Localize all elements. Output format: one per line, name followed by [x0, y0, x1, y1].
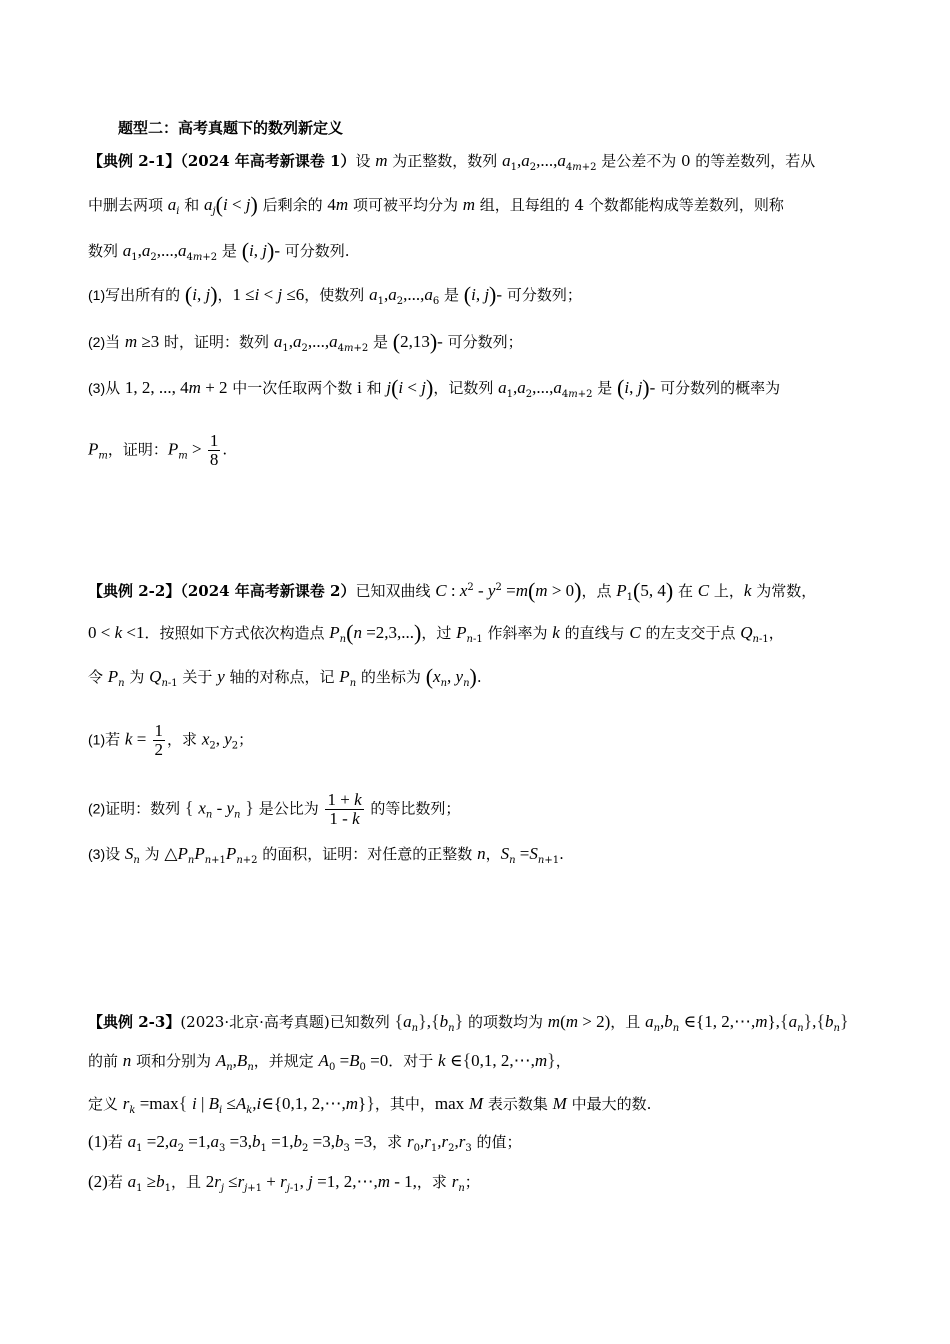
- example-2-1-q3-cont: $P_m$，证明：$P_m$ > $\frac{1}{8}$ .: [88, 431, 228, 469]
- example-label: 【典例 2-3】: [88, 1013, 181, 1031]
- example-2-2-line-3: 令 $P_n$ 为 $Q_{n-1}$ 关于 y 轴的对称点，记 $P_n$ 的坐标为 ($x_n$, $y_n$).: [88, 664, 482, 689]
- example-2-3-line-2: 的前 n 项和分别为 $A_n,B_n$，并规定 $A_0 =B_0 =0$．对于 k ∈{0,1, 2,⋯,m}，: [88, 1050, 571, 1073]
- example-2-1-line-1: 【典例 2-1】（2024 年高考新课卷 1）设 m 为正整数，数列 $a_1,a_2,...,a_{4m+2}$ 是公差不为 0 的等差数列，若从: [88, 151, 816, 173]
- example-2-2-q2: (2)证明：数列 { $x_n - y_n$ } 是公比为 $\frac{1 + k}{1 - k}$ 的等比数列；: [88, 790, 461, 828]
- example-2-2-line-2: 0 < k <1．按照如下方式依次构造点 $P_n(n =2,3,...)$，过 $P_{n-1}$ 作斜率为 k 的直线与 C 的左支交于点 $Q_{n-1}$，: [88, 620, 784, 645]
- example-2-1-line-2: 中删去两项 $a_i$ 和 $a_j(i < j)$ 后剩余的 4m 项可被平均分为 m 组，且每组的 4 个数都能构成等差数列，则称: [88, 192, 784, 217]
- example-2-3-line-3: 定义 $r_k =\max${ i | $B_i$ $\le A_k,i\in\{0,1$, 2,⋯,m}}，其中，max M 表示数集 M 中最大的数.: [88, 1093, 652, 1116]
- example-2-1-q1: (1)写出所有的 (i, j)，1 ≤i < j ≤6，使数列 $a_1,a_2,...,a_6$ 是 (i, j)- 可分数列；: [88, 282, 582, 307]
- fraction-one-half: $\frac{1}{2}$: [154, 721, 164, 759]
- example-source: (2023·北京·高考真题): [180, 1013, 330, 1031]
- example-label: 【典例 2-2】: [88, 582, 181, 600]
- example-source: （2024 年高考新课卷 2）: [180, 582, 356, 600]
- example-2-3-line-1: 【典例 2-3】(2023·北京·高考真题)已知数列 $\{a_n\},\{b_n\}$ 的项数均为 m(m > 2)，且 $a_n,b_n$ ∈{1, $2,\cdots,m\},\{a_n\},\{b_n\}$: [88, 1011, 849, 1034]
- example-label: 【典例 2-1】: [88, 152, 181, 170]
- example-2-2-line-1: 【典例 2-2】（2024 年高考新课卷 2）已知双曲线 C : $x^2 - y^2 =m(m > 0)$，点 $P_1(5$, 4) 在 C 上，k 为常数，: [88, 578, 817, 603]
- fraction-one-eighth: $\frac{1}{8}$: [209, 431, 219, 469]
- section-title: 题型二：高考真题下的数列新定义: [118, 119, 344, 137]
- example-2-1-line-3: 数列 $a_1,a_2,...,a_{4m+2}$ 是 (i, j)- 可分数列.: [88, 238, 350, 263]
- example-2-1-q2: (2)当 m ≥3 时，证明：数列 $a_1,a_2,...,a_{4m+2}$ 是 (2,13)- 可分数列；: [88, 329, 523, 354]
- example-source: （2024 年高考新课卷 1）: [180, 152, 356, 170]
- example-2-3-q1: (1)若 $a_1 =2,a_2 =1,a_3 =3,b_1 =1,b_2 =3,b_3 =3$，求 $r_0,r_1,r_2,r_3$ 的值；: [88, 1132, 522, 1154]
- example-2-2-q3: (3)设 $S_n$ 为 $\triangle P_nP_{n+1}P_{n+2}$ 的面积，证明：对任意的正整数 n，$S_n =S_{n+1}$.: [88, 844, 564, 866]
- example-2-3-q2: (2)若 $a_1 \ge b_1$，且 $2r_j \le r_{j+1} + r_{j-1}$, j =1, 2,⋯,m - 1,，求 $r_n$；: [88, 1172, 480, 1194]
- example-2-2-q1: (1)若 k = $\frac{1}{2}$ ，求 $x_2$, $y_2$；: [88, 721, 254, 759]
- example-2-1-q3: (3)从 1, 2, ..., 4m + 2 中一次任取两个数 i 和 j(i < j)，记数列 $a_1,a_2,...,a_{4m+2}$ 是 (i, j)- 可分数列的概率为: [88, 375, 781, 400]
- fraction-ratio: $\frac{1 + k}{1 - k}$: [327, 790, 362, 828]
